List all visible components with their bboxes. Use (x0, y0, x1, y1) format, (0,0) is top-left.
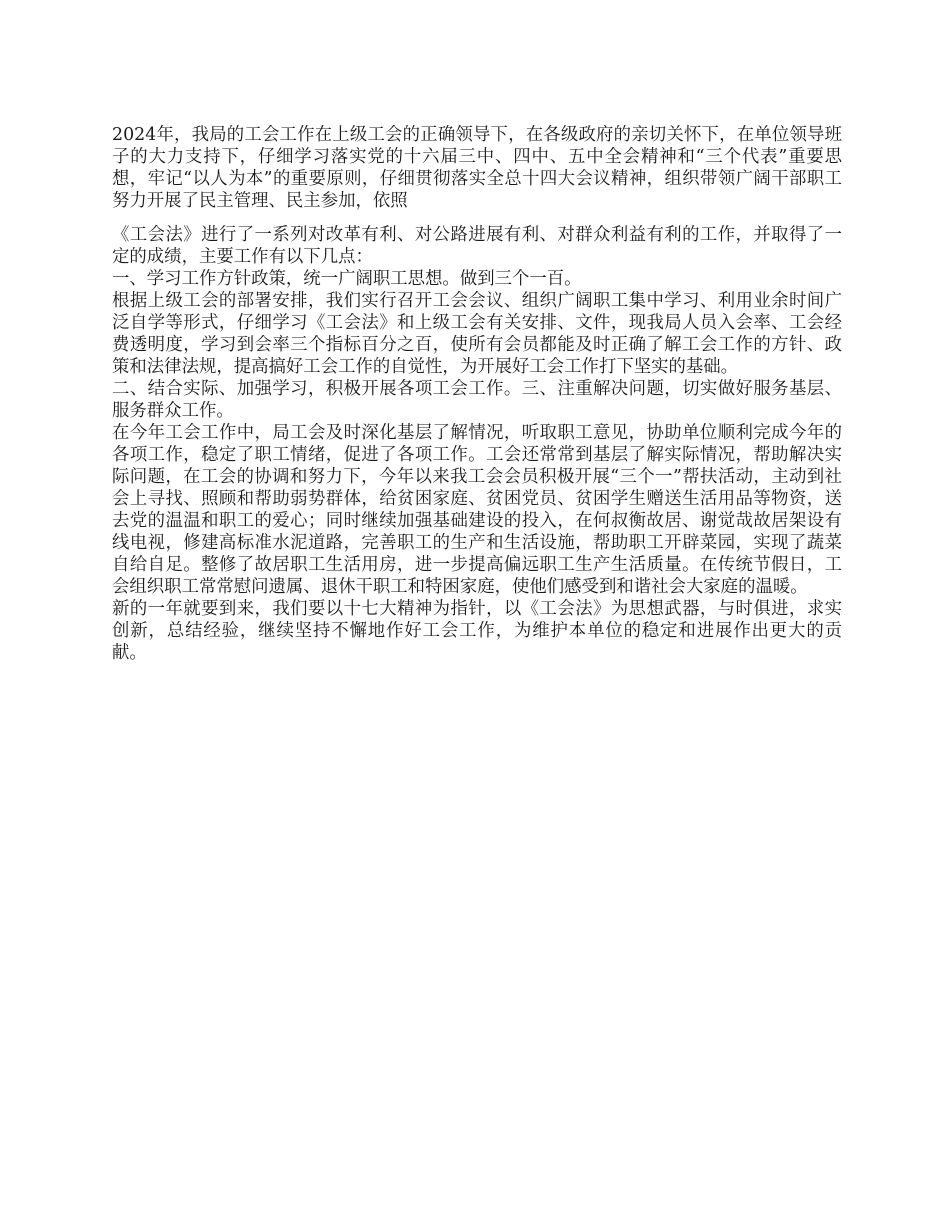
study-paragraph: 根据上级工会的部署安排，我们实行召开工会会议、组织广阔职工集中学习、利用业余时间广泛自学等形式，仔细学习《工会法》和上级工会有关安排、文件，现我局人员入会率、工会经费透明度，学习到会率三个指标百分之百，使所有会员都能及时正确了解工会工作的方针、政策和法律法规，提高搞好工会工作的自觉性，为开展好工会工作打下坚实的基础。 (112, 291, 842, 377)
section-heading-1: 一、学习工作方针政策，统一广阔职工思想。做到三个一百。 (112, 269, 582, 289)
work-paragraph: 在今年工会工作中，局工会及时深化基层了解情况，听取职工意见，协助单位顺利完成今年的各项工作，稳定了职工情绪，促进了各项工作。工会还常常到基层了解实际情况，帮助解决实际问题，在工会的协调和努力下，今年以来我工会会员积极开展“三个一”帮扶活动，主动到社会上寻找、照顾和帮助弱势群体，给贫困家庭、贫困党员、贫困学生赠送生活用品等物资，送去党的温温和职工的爱心；同时继续加强基础建设的投入，在何叔衡故居、谢觉哉故居架设有线电视，修建高标准水泥道路，完善职工的生产和生活设施，帮助职工开辟菜园，实现了蔬菜自给自足。整修了故居职工生活用房，进一步提高偏远职工生产生活质量。在传统节假日，工会组织职工常常慰问遗属、退休干职工和特困家庭，使他们感受到和谐社会大家庭的温暖。 (112, 423, 842, 597)
intro-paragraph: 2024年，我局的工会工作在上级工会的正确领导下，在各级政府的亲切关怀下，在单位领导班子的大力支持下，仔细学习落实党的十六届三中、四中、五中全会精神和“三个代表”重要思想，牢记“以人为本”的重要原则，仔细贯彻落实全总十四大会议精神，组织带领广阔干部职工努力开展了民主管理、民主参加，依照 (112, 125, 842, 211)
paragraph-gap (112, 212, 842, 224)
closing-paragraph: 新的一年就要到来，我们要以十七大精神为指针，以《工会法》为思想武器，与时俱进，求实创新，总结经验，继续坚持不懈地作好工会工作，为维护本单位的稳定和进展作出更大的贡献。 (112, 599, 842, 663)
union-law-paragraph: 《工会法》进行了一系列对改革有利、对公路进展有利、对群众利益有利的工作，并取得了一定的成绩，主要工作有以下几点： (112, 225, 842, 267)
document-body (112, 124, 842, 664)
section-heading-2-3: 二、结合实际、加强学习，积极开展各项工会工作。三、注重解决问题，切实做好服务基层、服务群众工作。 (112, 379, 842, 421)
